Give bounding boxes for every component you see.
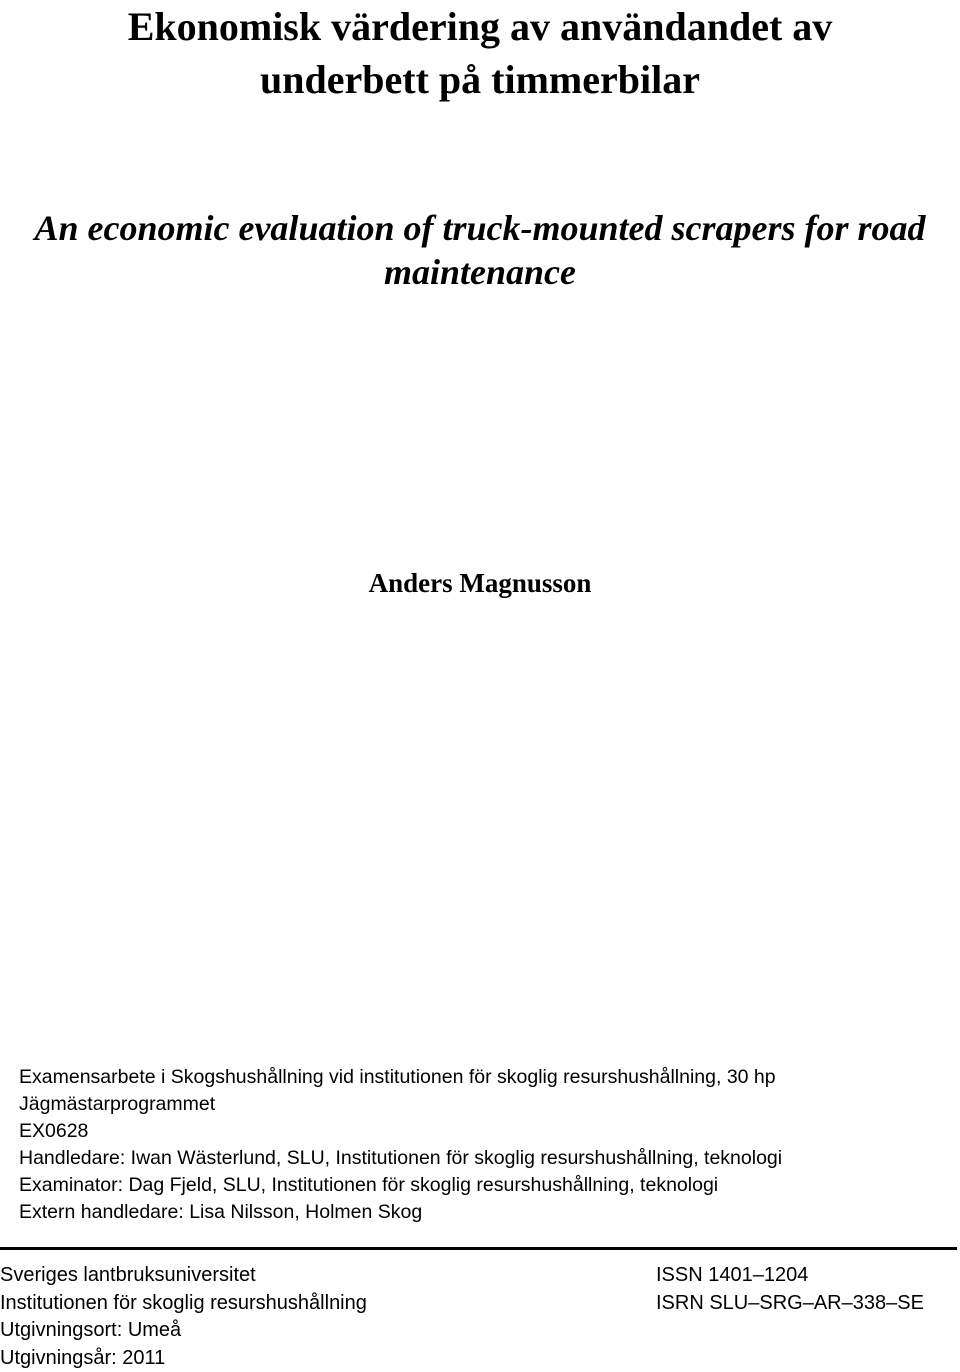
footer-identifiers bbox=[656, 1262, 956, 1317]
subtitle-line: An economic evaluation of truck-mounted scrapers for road bbox=[34, 208, 926, 248]
subtitle-line: maintenance bbox=[383, 252, 576, 292]
detail-supervisor: Handledare: Iwan Wästerlund, SLU, Institutionen för skoglig resurshushållning, teknologi bbox=[19, 1147, 783, 1169]
document-subtitle bbox=[0, 206, 960, 294]
footer-issn: ISSN 1401–1204 bbox=[656, 1264, 809, 1286]
footer-publisher bbox=[0, 1262, 600, 1372]
title-line: Ekonomisk värdering av användandet av bbox=[127, 4, 833, 49]
detail-examiner: Examinator: Dag Fjeld, SLU, Institutionen för skoglig resurshushållning, teknologi bbox=[19, 1174, 719, 1196]
document-title bbox=[0, 0, 960, 106]
footer-department: Institutionen för skoglig resurshushållning bbox=[0, 1291, 367, 1314]
detail-programme: Jägmästarprogrammet bbox=[19, 1093, 216, 1115]
detail-course: Examensarbete i Skogshushållning vid institutionen för skoglig resurshushållning, 30 hp bbox=[19, 1066, 776, 1088]
title-line: underbett på timmerbilar bbox=[260, 57, 700, 102]
footer-isrn: ISRN SLU–SRG–AR–338–SE bbox=[656, 1291, 924, 1314]
footer-university: Sveriges lantbruksuniversitet bbox=[0, 1264, 256, 1286]
footer-place: Utgivningsort: Umeå bbox=[0, 1319, 182, 1341]
thesis-details bbox=[19, 1064, 949, 1226]
author-name: Anders Magnusson bbox=[368, 568, 592, 598]
detail-course-code: EX0628 bbox=[19, 1120, 89, 1142]
footer-divider bbox=[0, 1247, 957, 1250]
detail-external-supervisor: Extern handledare: Lisa Nilsson, Holmen Skog bbox=[19, 1201, 423, 1223]
footer-year: Utgivningsår: 2011 bbox=[0, 1346, 166, 1369]
